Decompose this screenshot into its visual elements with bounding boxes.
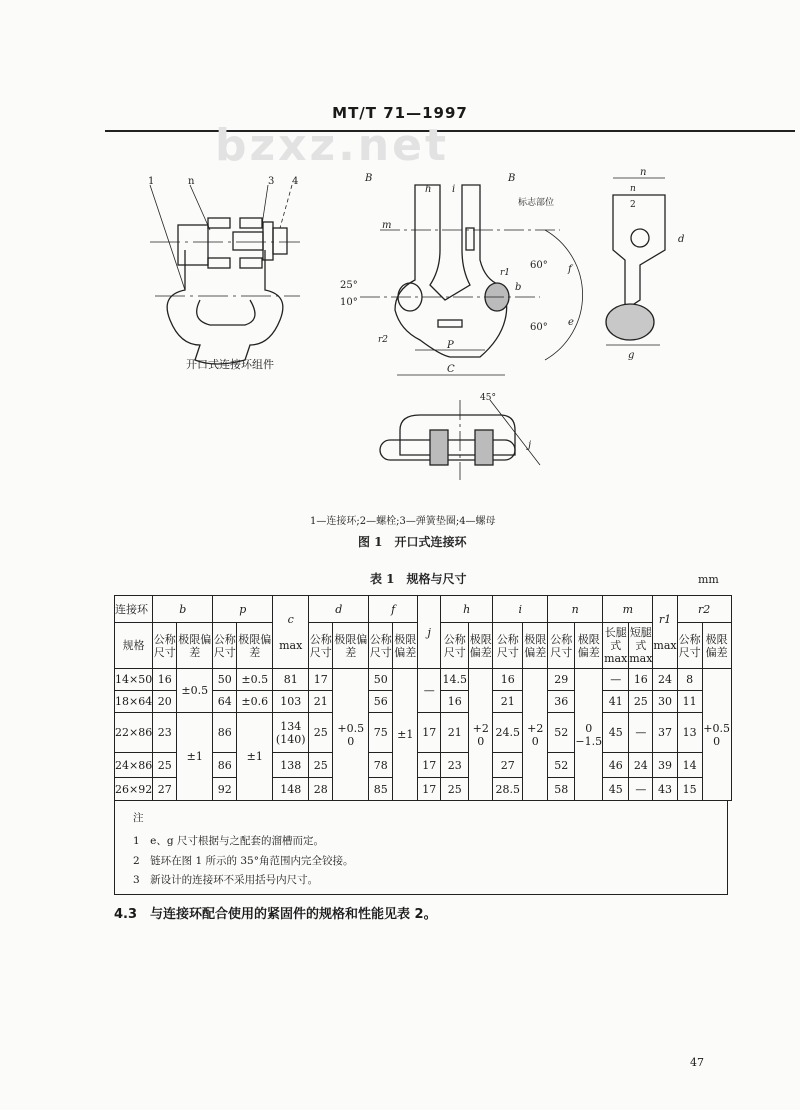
table-cell: 25 (309, 713, 333, 753)
col-j: j (418, 596, 441, 669)
sub-nom: 公称尺寸 (369, 623, 393, 669)
label-25deg: 25° (340, 280, 358, 291)
sub-nom: 公称尺寸 (493, 623, 523, 669)
b-tol-merged: ±1 (177, 713, 213, 801)
label-e: e (568, 317, 574, 328)
table-cell: 27 (493, 753, 523, 778)
col-spec-2: 规格 (115, 623, 153, 669)
table-cell: 16 (153, 669, 177, 691)
j-merged: — (418, 669, 441, 713)
label-r2: r2 (378, 335, 389, 345)
label-60deg-top: 60° (530, 260, 548, 271)
table-cell: 14.5 (441, 669, 469, 691)
table-cell: 20 (153, 691, 177, 713)
sub-tol: 极限偏差 (333, 623, 369, 669)
table-cell: 28.5 (493, 778, 523, 801)
table-cell: 64 (213, 691, 237, 713)
col-r1 (653, 596, 677, 669)
table-cell: 24 (653, 669, 677, 691)
i-tol-merged: +2 0 (523, 669, 548, 801)
d-tol-merged: +0.5 0 (333, 669, 369, 801)
table-cell: 56 (369, 691, 393, 713)
table-cell: 25 (153, 753, 177, 778)
table-cell: 21 (493, 691, 523, 713)
label-P: P (447, 340, 454, 351)
table-row (115, 669, 732, 691)
table-cell: — (603, 669, 629, 691)
col-r2: r2 (677, 596, 731, 623)
col-n: n (548, 596, 603, 623)
table-cell: 16 (493, 669, 523, 691)
h-tol-merged: +2 0 (469, 669, 493, 801)
label-1: 1 (148, 176, 155, 187)
note-3: 3 新设计的连接环不采用括号内尺寸。 (133, 874, 319, 886)
sub-nom: 公称尺寸 (677, 623, 702, 669)
note-2: 2 链环在图 1 所示的 35°角范围内完全铰接。 (133, 855, 354, 867)
top-view-drawing (380, 400, 540, 480)
label-two: 2 (630, 200, 636, 210)
table-cell: 24×86 (115, 753, 153, 778)
table-cell: 75 (369, 713, 393, 753)
label-4: 4 (292, 176, 299, 187)
col-p: p (213, 596, 273, 623)
table-cell: 52 (548, 753, 575, 778)
table-cell: 21 (309, 691, 333, 713)
table-cell: 22×86 (115, 713, 153, 753)
label-n: n (640, 167, 647, 178)
table-cell: 52 (548, 713, 575, 753)
table-unit: mm (698, 573, 719, 586)
table-cell: 26×92 (115, 778, 153, 801)
label-m: m (382, 220, 392, 231)
sub-tol: 极限偏差 (393, 623, 418, 669)
table-cell: 37 (653, 713, 677, 753)
table-cell: 36 (548, 691, 575, 713)
sub-tol: 极限偏差 (702, 623, 731, 669)
table-cell: 81 (273, 669, 309, 691)
table-cell: 46 (603, 753, 629, 778)
label-b: b (515, 282, 522, 293)
table-cell: 28 (309, 778, 333, 801)
sub-tol: 极限偏差 (523, 623, 548, 669)
table-cell: ±0.5 (237, 669, 273, 691)
header-row-1 (115, 596, 732, 623)
front-view-drawing (360, 185, 583, 375)
table-cell: 8 (677, 669, 702, 691)
label-3: 3 (268, 176, 275, 187)
notes-title: 注 (133, 812, 144, 824)
n-tol-merged: 0 −1.5 (575, 669, 603, 801)
b-tol-merged: ±0.5 (177, 669, 213, 713)
col-i: i (493, 596, 548, 623)
label-d: d (678, 234, 685, 245)
label-g: g (628, 350, 635, 361)
label-45deg: 45° (480, 393, 496, 403)
col-d: d (309, 596, 369, 623)
table-cell: 103 (273, 691, 309, 713)
table-cell: 45 (603, 778, 629, 801)
table-title: 表 1 规格与尺寸 (370, 572, 467, 586)
section-4-3: 4.3 与连接环配合使用的紧固件的规格和性能见表 2。 (114, 907, 437, 922)
sub-tol: 极限偏差 (575, 623, 603, 669)
table-cell: 134 (280, 719, 302, 733)
assembly-caption: 开口式连接环组件 (186, 358, 274, 371)
spec-table (114, 595, 732, 801)
table-cell: 16 (629, 669, 653, 691)
sub-nom: 公称尺寸 (309, 623, 333, 669)
label-B-left: B (365, 173, 373, 184)
table-notes (114, 800, 728, 895)
note-1: 1 e、g 尺寸根据与之配套的溜槽而定。 (133, 835, 324, 847)
label-j: j (528, 440, 532, 451)
label-10deg: 10° (340, 297, 358, 308)
table-cell: 78 (369, 753, 393, 778)
table-cell: 17 (309, 669, 333, 691)
label-h: h (425, 184, 432, 195)
table-cell: max (653, 638, 677, 652)
table-cell: 16 (441, 691, 469, 713)
table-cell: 13 (677, 713, 702, 753)
figure-caption: 图 1 开口式连接环 (358, 535, 467, 549)
sub-nom: 公称尺寸 (548, 623, 575, 669)
table-cell: 17 (418, 753, 441, 778)
label-f: f (568, 264, 572, 275)
table-cell: 23 (153, 713, 177, 753)
table-cell: 50 (369, 669, 393, 691)
sub-tol: 极限偏差 (177, 623, 213, 669)
table-cell: 39 (653, 753, 677, 778)
sub-tol: 极限偏差 (469, 623, 493, 669)
table-cell: — (629, 778, 653, 801)
sub-long: 长腿式max (603, 623, 629, 669)
table-cell: — (629, 713, 653, 753)
label-60deg-bottom: 60° (530, 322, 548, 333)
label-C: C (447, 364, 455, 375)
standard-header: MT/T 71—1997 (332, 104, 468, 122)
col-b: b (153, 596, 213, 623)
table-row (115, 713, 732, 753)
sub-nom: 公称尺寸 (153, 623, 177, 669)
col-f: f (369, 596, 418, 623)
table-cell: 58 (548, 778, 575, 801)
label-r1: r1 (500, 268, 511, 278)
p-tol-merged: ±1 (237, 713, 273, 801)
table-cell: ±0.6 (237, 691, 273, 713)
table-cell: 45 (603, 713, 629, 753)
table-cell: 21 (441, 713, 469, 753)
table-cell: 43 (653, 778, 677, 801)
table-cell: 25 (441, 778, 469, 801)
col-m: m (603, 596, 653, 623)
figure-legend: 1—连接环;2—螺栓;3—弹簧垫圈;4—螺母 (310, 516, 496, 527)
table-cell: 14 (677, 753, 702, 778)
table-cell: max (279, 638, 303, 652)
table-cell: 18×64 (115, 691, 153, 713)
label-2: n (188, 176, 195, 187)
label-i: i (452, 184, 456, 195)
label-B-right: B (508, 173, 516, 184)
table-cell: 14×50 (115, 669, 153, 691)
table-cell: 24.5 (493, 713, 523, 753)
table-cell: 138 (273, 753, 309, 778)
table-cell: 23 (441, 753, 469, 778)
watermark: bzxz.net (215, 120, 450, 171)
table-cell: 85 (369, 778, 393, 801)
table-cell: 41 (603, 691, 629, 713)
table-cell: r1 (658, 612, 672, 626)
table-cell: 30 (653, 691, 677, 713)
table-cell: 27 (153, 778, 177, 801)
table-cell: 25 (629, 691, 653, 713)
table-cell: 86 (213, 753, 237, 778)
sub-nom: 公称尺寸 (213, 623, 237, 669)
table-cell: 86 (213, 713, 237, 753)
table-cell: 29 (548, 669, 575, 691)
table-cell: 15 (677, 778, 702, 801)
table-cell: 50 (213, 669, 237, 691)
table-cell: 11 (677, 691, 702, 713)
f-tol-merged: ±1 (393, 669, 418, 801)
table-cell: c (287, 612, 294, 626)
sub-nom: 公称尺寸 (441, 623, 469, 669)
page-number: 47 (690, 1056, 704, 1069)
table-cell: 17 (418, 713, 441, 753)
label-mark-position: 标志部位 (518, 198, 555, 208)
col-c (273, 596, 309, 669)
table-cell: 148 (273, 778, 309, 801)
r2-tol-merged: +0.5 0 (702, 669, 731, 801)
table-cell: (140) (275, 732, 306, 746)
table-cell: 92 (213, 778, 237, 801)
label-n-half: n (630, 184, 636, 194)
col-h: h (441, 596, 493, 623)
sub-tol: 极限偏差 (237, 623, 273, 669)
table-cell: 24 (629, 753, 653, 778)
assembly-drawing (150, 185, 300, 364)
table-cell: 25 (309, 753, 333, 778)
sub-short: 短腿式max (629, 623, 653, 669)
table-cell: 17 (418, 778, 441, 801)
col-spec: 连接环 (115, 596, 153, 623)
